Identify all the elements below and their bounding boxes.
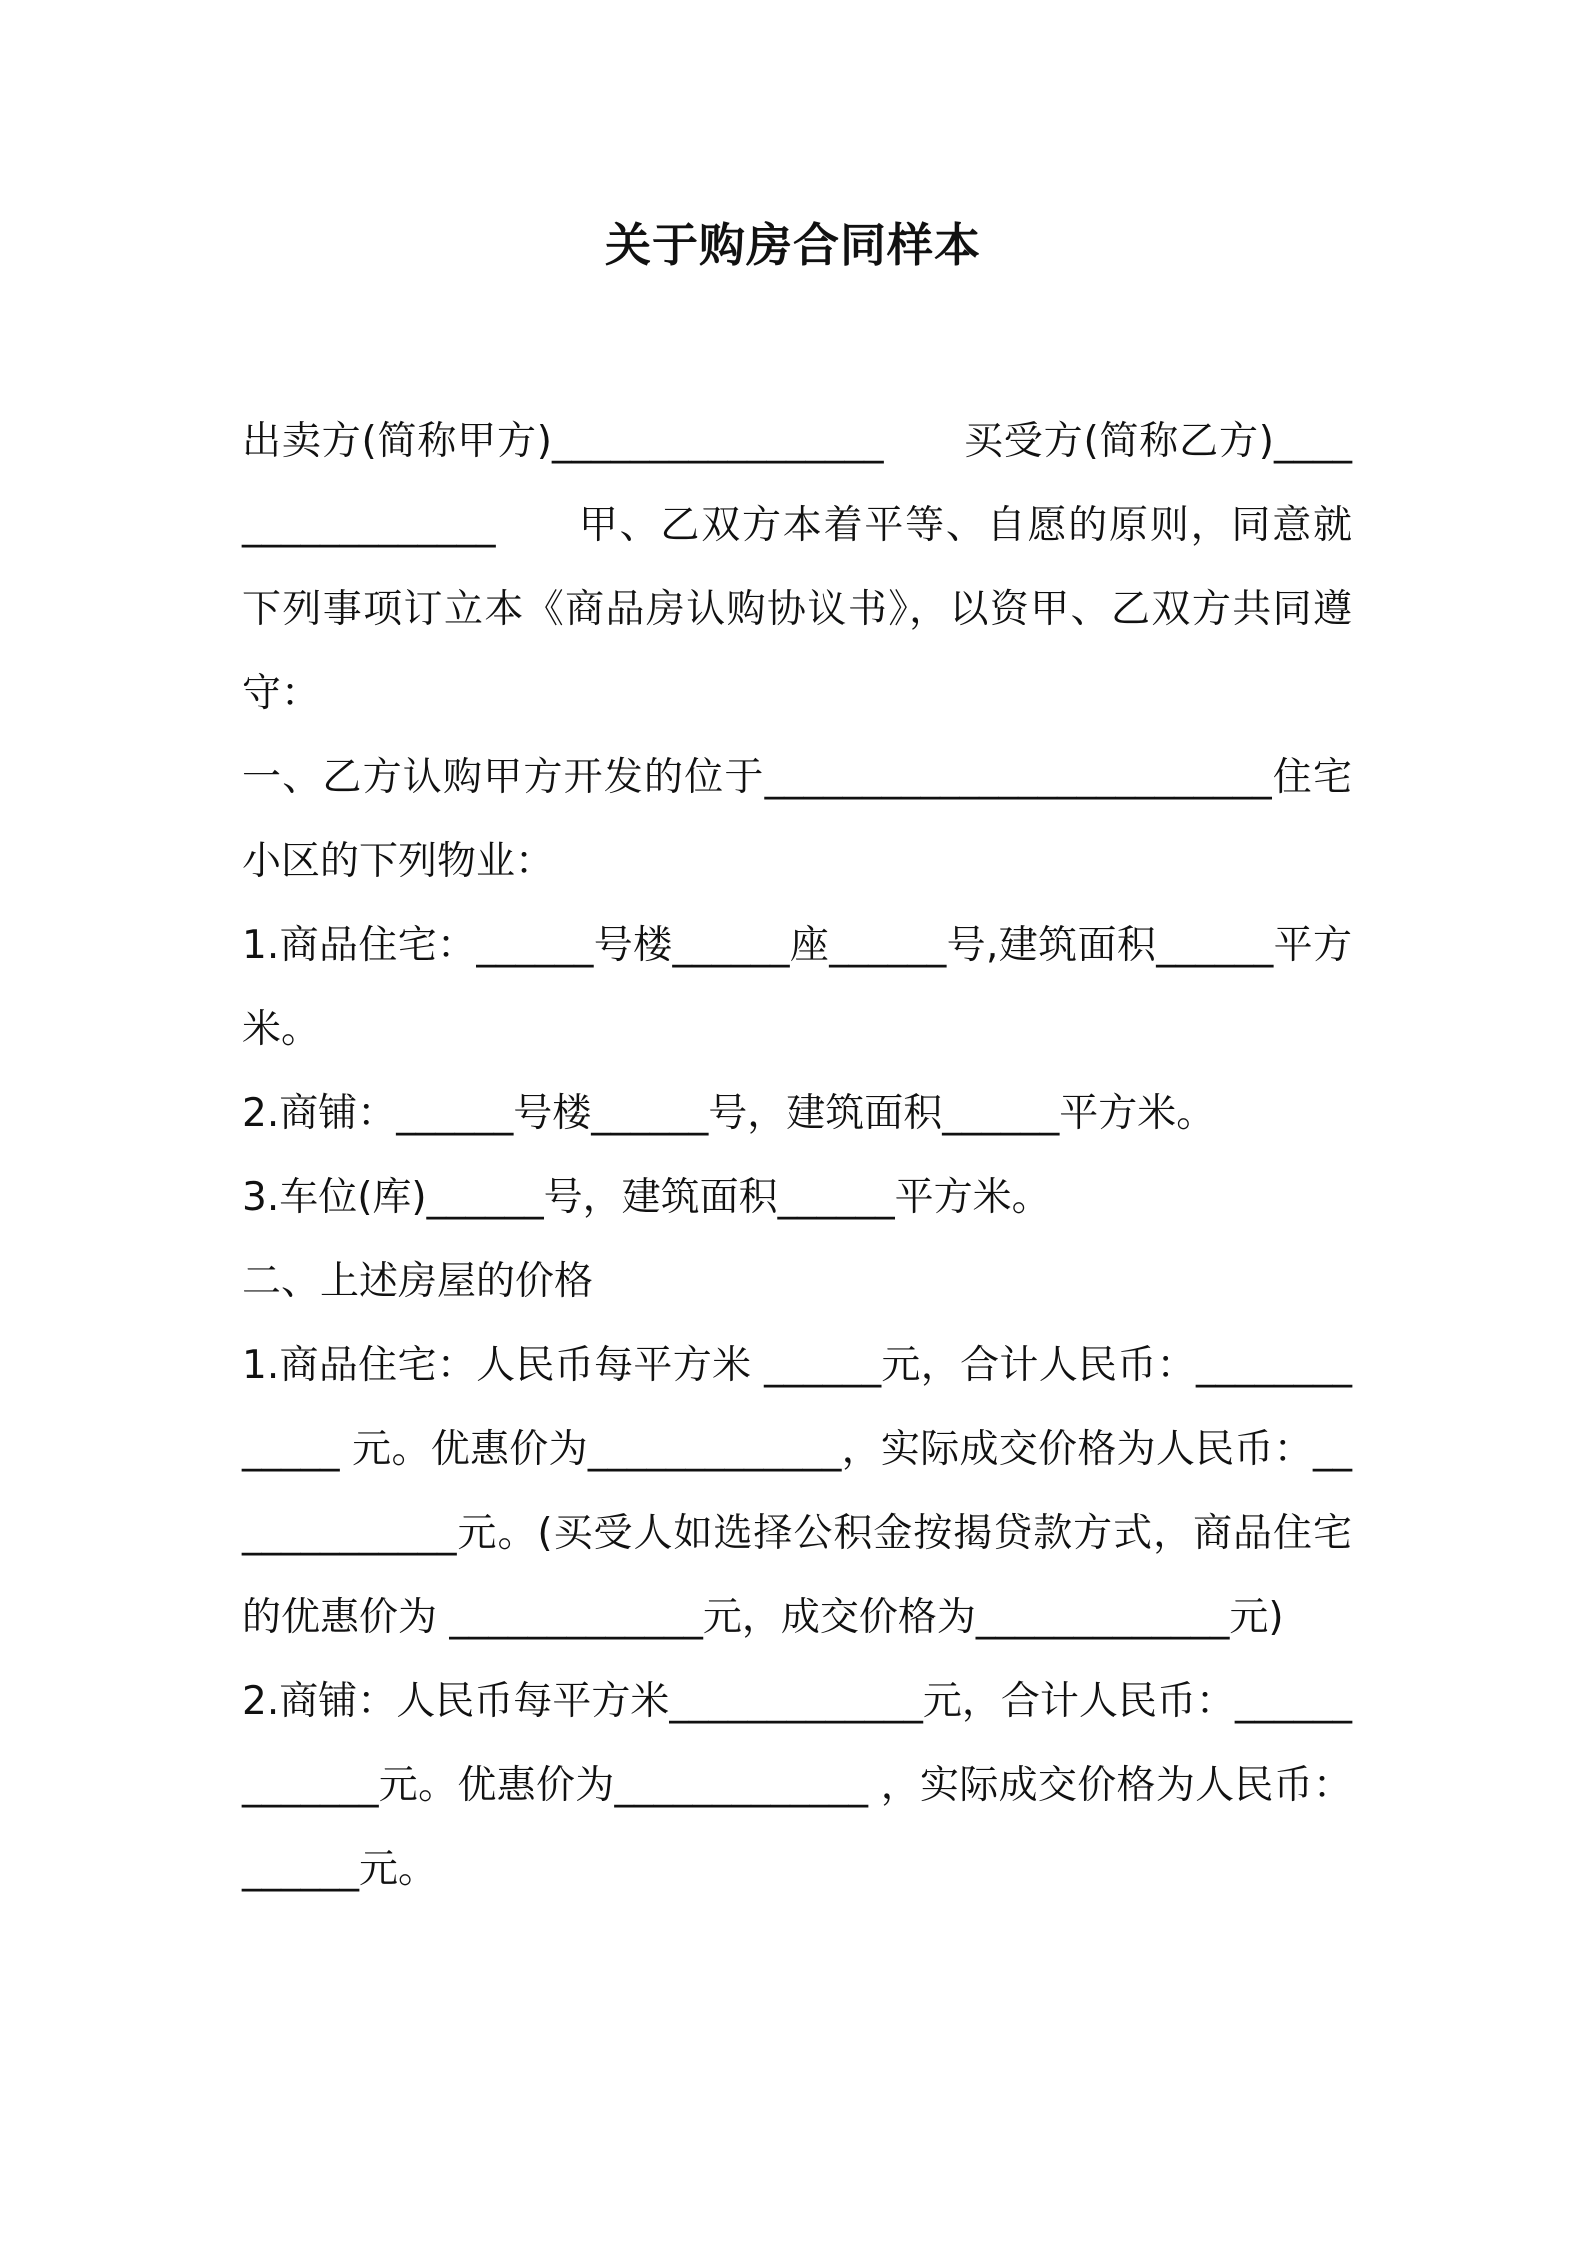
paragraph-item-residence: 1.商品住宅：______号楼______座______号,建筑面积______平方米。 [242, 923, 1352, 1052]
document-body [242, 400, 1352, 1912]
paragraph-parties: 出卖方(简称甲方)_________________ 买受方(简称乙方)_________________ 甲、乙双方本着平等、自愿的原则，同意就下列事项订立本《商品房认购协议书》，以资甲、乙双方共同遵守： [242, 419, 1352, 716]
paragraph-item-shop: 2.商铺：______号楼______号，建筑面积______平方米。 [242, 1091, 1216, 1136]
paragraph-price-shop: 2.商铺：人民币每平方米_____________元，合计人民币：_____________元。优惠价为_____________ ，实际成交价格为人民币：______元。 [242, 1679, 1352, 1892]
paragraph-section-2: 二、上述房屋的价格 [242, 1259, 594, 1304]
document-title: 关于购房合同样本 [605, 218, 981, 272]
paragraph-price-residence: 1.商品住宅：人民币每平方米 ______元，合计人民币：_____________ 元。优惠价为_____________，实际成交价格为人民币：_____________元。(买受人如选择公积金按揭贷款方式，商品住宅的优惠价为 _____________元，成交价格为_____________元) [242, 1343, 1352, 1640]
paragraph-item-parking: 3.车位(库)______号，建筑面积______平方米。 [242, 1175, 1051, 1220]
paragraph-section-1: 一、乙方认购甲方开发的位于__________________________住宅小区的下列物业： [242, 755, 1352, 884]
